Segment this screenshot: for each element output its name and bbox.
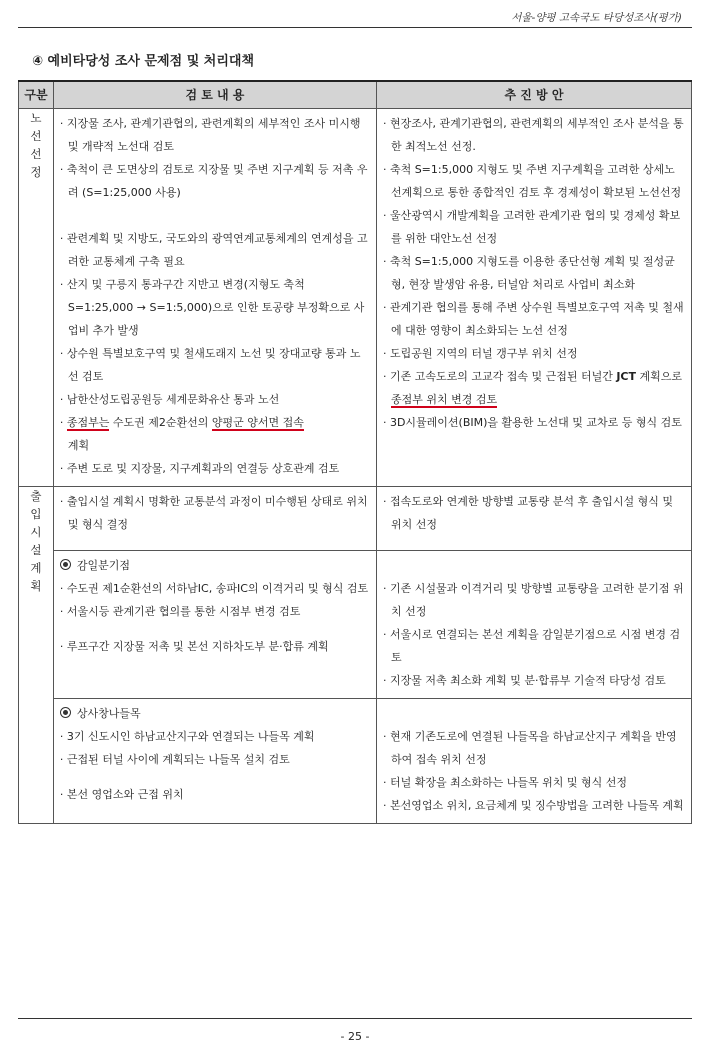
list-item: · 출입시설 계획시 명확한 교통분석 과정이 미수행된 상태로 위치 및 형식 결정: [59, 495, 368, 531]
list-item: · 지장물 저촉 최소화 계획 및 분·합류부 기술적 타당성 검토: [382, 674, 666, 687]
list-item: · 수도권 제1순환선의 서하남IC, 송파IC의 이격거리 및 형식 검토: [59, 582, 369, 595]
sangsa-review-cell: [53, 699, 376, 824]
page-number: - 25 -: [340, 1030, 370, 1043]
list-item: · 축척이 큰 도면상의 검토로 지장물 및 주변 지구계획 등 저촉 우려 (S=1:25,000 사용): [59, 163, 368, 199]
list-item: · 본선영업소 위치, 요금체계 및 징수방법을 고려한 나들목 계획: [382, 799, 684, 812]
list-item-endpoint: · 종점부는 수도권 제2순환선의 양평군 양서면 접속 계획: [59, 416, 304, 452]
subsection-title-gamil: 감일분기점: [60, 554, 370, 577]
route-review-cell: [53, 109, 376, 487]
table-row-route: [19, 109, 692, 487]
header-review: 검 토 내 용: [53, 81, 376, 109]
list-item: · 접속도로와 연계한 방향별 교통량 분석 후 출입시설 형식 및 위치 선정: [382, 495, 673, 531]
list-item: · 현재 기존도로에 연결된 나들목을 하남교산지구 계획을 반영하여 접속 위치 선정: [382, 730, 677, 766]
list-item: · 현장조사, 관계기관협의, 관련계획의 세부적인 조사 분석을 통한 최적노선 선정.: [382, 117, 684, 153]
header-category: 구분: [19, 81, 54, 109]
subsection-title-sangsa: 상사창나들목: [60, 702, 370, 725]
table-row-gamil: [19, 551, 692, 699]
gamil-plan-cell: [376, 551, 691, 699]
list-item: · 기존 시설물과 이격거리 및 방향별 교통량을 고려한 분기점 위치 선정: [382, 582, 684, 618]
list-item: · 도립공원 지역의 터널 갱구부 위치 선정: [382, 347, 578, 360]
section-title: ④ 예비타당성 조사 문제점 및 처리대책: [32, 54, 255, 69]
underlined-text: 종점부는: [66, 416, 110, 429]
list-item: · 관계기관 협의를 통해 주변 상수원 특별보호구역 저촉 및 철새에 대한 영향이 최소화되는 노선 선정: [382, 301, 684, 337]
header-plan: 추 진 방 안: [376, 81, 691, 109]
list-item: · 터널 확장을 최소화하는 나들목 위치 및 형식 선정: [382, 776, 627, 789]
document-header-title: 서울-양평 고속국도 타당성조사(평가): [511, 12, 682, 24]
table-row-access-general: [19, 487, 692, 551]
access-general-plan-cell: [376, 487, 691, 551]
list-item: · 지장물 조사, 관계기관협의, 관련계획의 세부적인 조사 미시행 및 개략적 노선대 검토: [59, 117, 361, 153]
list-item: · 주변 도로 및 지장물, 지구계획과의 연결등 상호관계 검토: [59, 462, 340, 475]
list-item: · 축척 S=1:5,000 지형도를 이용한 종단선형 계획 및 절성균형, 현장 발생암 유용, 터널암 처리로 사업비 최소화: [382, 255, 675, 291]
review-table: [18, 80, 692, 824]
list-item: · 서울시로 연결되는 본선 계획을 감일분기점으로 시점 변경 검토: [382, 628, 681, 664]
gamil-review-cell: [53, 551, 376, 699]
list-item-jct: · 기존 고속도로의 고교각 접속 및 근접된 터널간 JCT 계획으로 종점부 위치 변경 검토: [382, 370, 683, 406]
table-row-sangsa: [19, 699, 692, 824]
list-item: · 울산광역시 개발계획을 고려한 관계기관 협의 및 경제성 확보를 위한 대안노선 선정: [382, 209, 681, 245]
list-item: · 상수원 특별보호구역 및 철새도래지 노선 및 장대교량 통과 노선 검토: [59, 347, 361, 383]
access-general-review-cell: [53, 487, 376, 551]
footer-divider: [18, 1018, 692, 1019]
table-header-row: [19, 81, 692, 109]
sangsa-plan-cell: [376, 699, 691, 824]
list-item: · 본선 영업소와 근접 위치: [59, 788, 184, 801]
bullet-dot-icon: [60, 559, 71, 570]
category-access: 출 입 시 설 계 획: [19, 487, 54, 824]
route-plan-cell: [376, 109, 691, 487]
list-item: · 3기 신도시인 하남교산지구와 연결되는 나들목 계획: [59, 730, 315, 743]
header-divider: [18, 27, 692, 28]
list-item: · 루프구간 지장물 저촉 및 본선 지하차도부 분·합류 계획: [59, 640, 329, 653]
list-item: · 축척 S=1:5,000 지형도 및 주변 지구계획을 고려한 상세노선계획으로 통한 종합적인 검토 후 경제성이 확보된 노선선정: [382, 163, 682, 199]
underlined-text: 종점부 위치 변경 검토: [390, 393, 498, 406]
list-item: · 관련계획 및 지방도, 국도와의 광역연계교통체계의 연계성을 고려한 교통체계 구축 필요: [59, 232, 368, 268]
list-item: · 서울시등 관계기관 협의를 통한 시점부 변경 검토: [59, 605, 301, 618]
list-item: · 산지 및 구릉지 통과구간 지반고 변경(지형도 축척 S=1:25,000 → S=1:5,000)으로 인한 토공량 부정확으로 사업비 추가 발생: [59, 278, 365, 337]
list-item: · 근접된 터널 사이에 계획되는 나들목 설치 검토: [59, 753, 290, 766]
bullet-dot-icon: [60, 707, 71, 718]
list-item: · 남한산성도립공원등 세계문화유산 통과 노선: [59, 393, 280, 406]
category-route: 노 선 선 정: [19, 109, 54, 487]
underlined-text: 양평군 양서면 접속: [211, 416, 304, 429]
list-item: · 3D시뮬레이션(BIM)을 활용한 노선대 및 교차로 등 형식 검토: [382, 416, 682, 429]
